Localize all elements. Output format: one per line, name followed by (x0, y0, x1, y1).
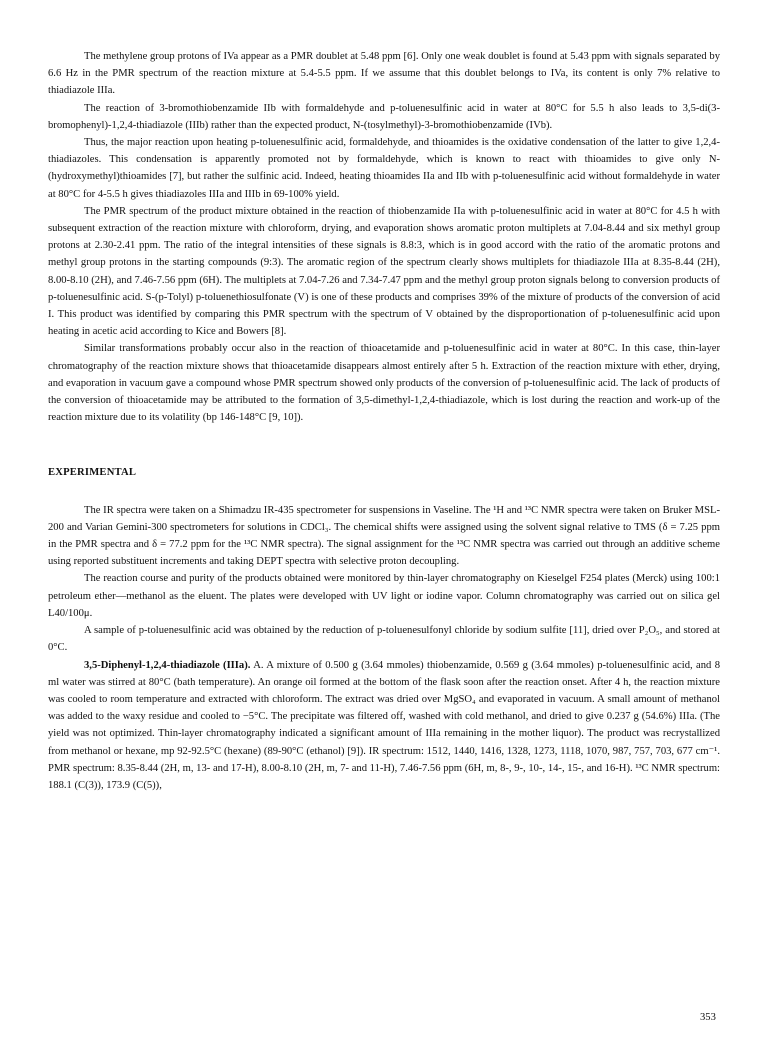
compound-title: 3,5-Diphenyl-1,2,4-thiadiazole (IIIa). (84, 659, 251, 671)
experimental-paragraph-3: A sample of p-toluenesulfinic acid was obtained by the reduction of p-toluenesulfonyl chloride by sodium sulfite [11], dried over P₂O₅, and stored at 0°C. (48, 625, 720, 654)
compound-paragraph (48, 657, 720, 795)
section-spacer (48, 426, 720, 464)
paragraph-4: The PMR spectrum of the product mixture obtained in the reaction of thiobenzamide IIa with p-toluenesulfinic acid in water at 80°C for 4.5 h with subsequent extraction of the reaction mixture with chloroform, drying, and evaporation shows aromatic proton multiplets at 7.04-8.44 and six methyl group protons at 2.30-2.41 ppm. The ratio of the integral intensities of these signals is 8.8:3, which is in good accord with the ratio of the aromatic protons and methyl group protons in the starting compounds (9:3). The aromatic region of the spectrum clearly shows multiplets for thiadiazole IIIa at 8.35-8.44 (2H), 8.00-8.10 (2H), and 7.46-7.56 ppm (6H). The multiplets at 7.04-7.26 and 7.34-7.47 ppm and the methyl group proton signals belong to conversion products of p-toluenesulfinic acid. S-(p-Tolyl) p-toluenethiosulfonate (V) is one of these products and comprises 39% of the mixture of products of the conversion of acid I. This product was identified by comparing this PMR spectrum with the spectrum of V obtained by the disproportionation of p-toluenesulfinic acid upon heating in acetic acid according to Kice and Bowers [8]. (48, 205, 720, 338)
article-page (48, 48, 720, 794)
section-heading-experimental: EXPERIMENTAL (48, 467, 137, 479)
paragraph-3: Thus, the major reaction upon heating p-toluenesulfinic acid, formaldehyde, and thioamides is the oxidative condensation of the latter to give 1,2,4-thiadiazoles. This condensation is apparently promoted not by formaldehyde, which is known to react with thioamides to give only N-(hydroxymethyl)thioamides [7], but rather the sulfinic acid. Indeed, heating thioamides IIa and IIb with p-toluenesulfinic acid without formaldehyde in water at 80°C for 4-5.5 h gives thiadiazoles IIIa and IIIb in 69-100% yield. (48, 137, 720, 200)
compound-text: A. A mixture of 0.500 g (3.64 mmoles) thiobenzamide, 0.569 g (3.64 mmoles) p-toluenesulfinic acid, and 8 ml water was stirred at 80°C (bath temperature). An orange oil formed at the bottom of the flask soon after the reaction onset. After 4 h, the reaction mixture was cooled to room temperature and extracted with chloroform. The extract was dried over MgSO₄ and evaporated in vacuum. A small amount of methanol was added to the waxy residue and cooled to −5°C. The precipitate was filtered off, washed with cold methanol, and dried to give 0.237 g (54.6%) IIIa. (The yield was not optimized. Thin-layer chromatography indicated a significant amount of IIIa remaining in the mother liquor). The product was recrystallized from methanol or hexane, mp 92-92.5°C (hexane) (89-90°C (ethanol) [9]). IR spectrum: 1512, 1440, 1416, 1328, 1273, 1118, 1070, 987, 757, 703, 677 cm⁻¹. PMR spectrum: 8.35-8.44 (2H, m, 13- and 17-H), 8.00-8.10 (2H, m, 7- and 11-H), 7.46-7.56 ppm (6H, m, 8-, 9-, 10-, 14-, 15-, and 16-H). ¹³C NMR spectrum: 188.1 (C(3)), 173.9 (C(5)), (48, 659, 720, 791)
heading-spacer (48, 482, 720, 502)
experimental-paragraph-2: The reaction course and purity of the products obtained were monitored by thin-layer chromatography on Kieselgel F254 plates (Merck) using 100:1 petroleum ether—methanol as the eluent. The plates were developed with UV light or iodine vapor. Column chromatography was carried out on silica gel L40/100μ. (48, 573, 720, 619)
paragraph-5: Similar transformations probably occur also in the reaction of thioacetamide and p-toluenesulfinic acid in water at 80°C. In this case, thin-layer chromatography of the reaction mixture shows that thioacetamide disappears almost entirely after 5 h. Extraction of the reaction mixture with ether, drying, and evaporation in vacuum gave a compound whose PMR spectrum showed only products of the conversion of p-toluenesulfinic acid. The lack of products of the conversion of thioacetamide may be attributed to the formation of 3,5-dimethyl-1,2,4-thiadiazole, which is lost during the reaction and work-up of the reaction mixture due to its volatility (bp 146-148°C [9, 10]). (48, 343, 720, 424)
experimental-paragraph-1: The IR spectra were taken on a Shimadzu IR-435 spectrometer for suspensions in Vaseline. The ¹H and ¹³C NMR spectra were taken on Bruker MSL-200 and Varian Gemini-300 spectrometers for solutions in CDCl₃. The chemical shifts were assigned using the solvent signal relative to TMS (δ = 7.25 ppm in the PMR spectra and δ = 77.2 ppm for the ¹³C NMR spectra). The signal assignment for the ¹³C NMR spectra was carried out through an additive scheme using reported substituent increments and taking DEPT spectra with selective proton decoupling. (48, 504, 720, 568)
page-number: 353 (700, 1012, 716, 1023)
paragraph-1: The methylene group protons of IVa appear as a PMR doublet at 5.48 ppm [6]. Only one weak doublet is found at 5.43 ppm with signals separated by 6.6 Hz in the PMR spectrum of the reaction mixture at 5.4-5.5 ppm. If we assume that this doublet belongs to IVa, its content is only 7% relative to thiadiazole IIIa. (48, 51, 720, 97)
paragraph-2: The reaction of 3-bromothiobenzamide IIb with formaldehyde and p-toluenesulfinic acid in water at 80°C for 5.5 h also leads to 3,5-di(3-bromophenyl)-1,2,4-thiadiazole (IIIb) rather than the expected product, N-(tosylmethyl)-3-bromothiobenzamide (IVb). (48, 102, 720, 131)
